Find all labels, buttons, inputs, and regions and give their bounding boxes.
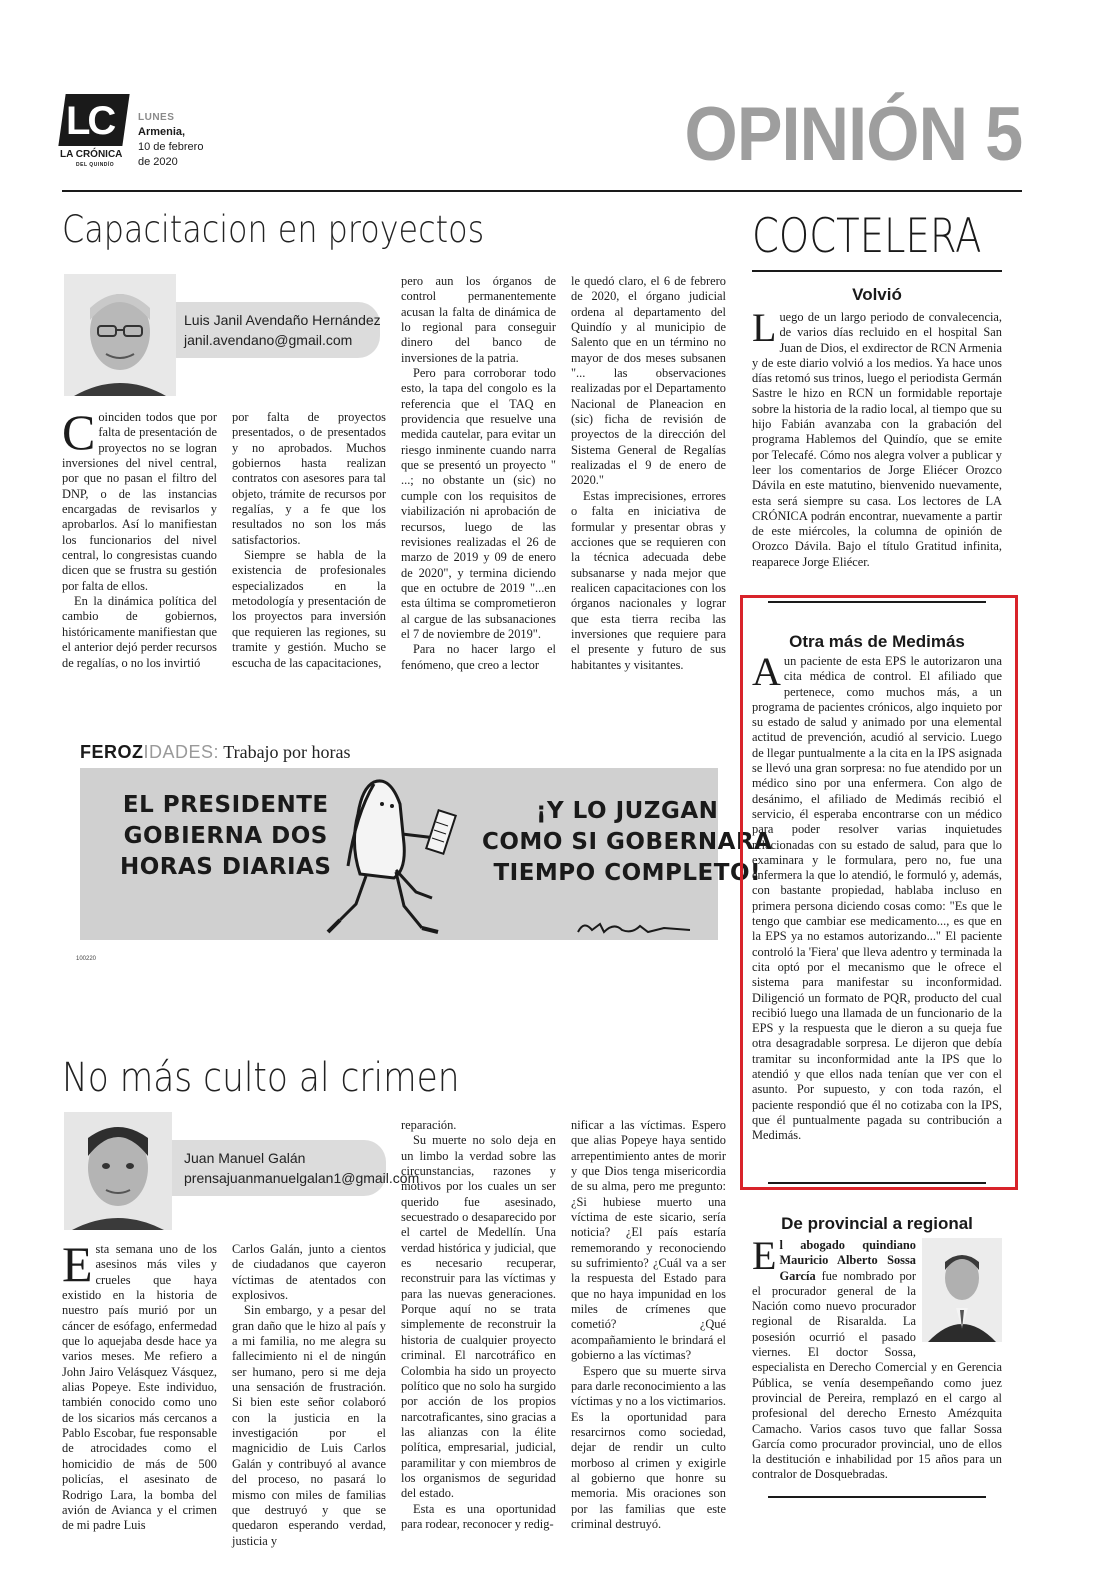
coctelera-rule [752,270,1002,272]
cartoon-left-line1: EL PRESIDENTE [122,792,329,818]
coctelera-item3-photo [922,1238,1002,1342]
edition-city: Armenia, [138,126,186,138]
article2-col4-p1: nificar a las víctimas. Espero que alias Popeye haya sentido arrepentimiento antes de morir y que Dios tenga misericordia de su alma, pero me pregunto: ¿Si hubiese muerto una víctima de este sicario, sería noticia? ¿El país estaría rememorando y reconociendo su sufrimiento? ¿Cuál va a ser la respuesta del Estado para que no haya impunidad en los miles de crímenes que cometió? ¿Qué acompañamiento le brindará el gobierno a las víctimas? [571,1118,726,1363]
article1-col1-p1: oinciden todos que por falta de presentación de proyectos no se logran inversiones del nivel central, por que no pasan el filtro del DNP, o de las instancias encargadas de revisarlos y aprobarlos. Así lo manifiestan los funcionarios del nivel central, lo congresistas cuando dicen que se frustra su gestión por falta de ellos. [62,410,217,593]
cartoon-right-caption [482,796,772,889]
coctelera-item3-dropcap: E [752,1233,777,1278]
article1-dropcap: C [62,404,96,460]
coctelera-item2-top-rule [768,601,986,603]
article2-author-box [140,1140,420,1196]
coctelera-item3-name: l abogado quindiano Mauricio Alberto Sossa García [779,1238,916,1283]
cartoon-title [80,742,351,763]
article1-col3-p2: Pero para corroborar todo esto, la tapa del congolo es la referencia que el TAQ en providencia que resuelve una medida cautelar, para evitar un riesgo inminente cuando narra que se presentó un proyecto " ...; no obstante un (sic) no cumple con los requisitos de viabilización ni aprobación de recursos, luego de las revisiones realizadas el 26 de marzo de 2019 y 09 de enero de 2020", y termina diciendo que en octubre de 2019 "...en esta última se comprometieron al cargue de las subsanaciones el 7 de noviembre de 2019". [401,366,556,641]
running-man-icon [320,774,490,940]
article2-dropcap: E [62,1236,93,1292]
article2-author-photo [64,1112,172,1230]
cartoon-right-line1: ¡Y LO JUZGAN [536,798,719,824]
article1-col2-p2: Siempre se habla de la existencia de profesionales especializados en la metodología y presentación de los proyectos para inversión que requieren las regiones, su tramite y gestión. Mucho se escucha de las capacitaciones, [232,548,386,670]
article2-column-3 [401,1118,556,1532]
cartoon-code: 100220 [76,956,97,962]
article1-author-email: janil.avendano@gmail.com [184,332,353,348]
coctelera-item2-bottom-rule [768,1182,986,1184]
article1-column-3 [401,274,556,673]
coctelera-item3-head: De provincial a regional [781,1214,973,1233]
cartoon-right-line2: COMO SI GOBERNARA [482,829,773,855]
article1-author-name: Luis Janil Avendaño Hernández [184,312,381,328]
masthead-rule [62,190,1022,192]
coctelera-item2-body [752,649,1002,1144]
article1-column-1 [62,404,217,671]
cartoon-theme: Trabajo por horas [223,742,351,762]
article2-col3-p2: Su muerte no solo deja en un limbo la verdad sobre las circunstancias, razones y motivos por los cuales un ser querido fue asesinado, secuestrado o desaparecido por el cartel de Medellín. Una verdad histórica y judicial, que es necesario recuperar, reconstruir para las víctimas y para las nuevas generaciones. Porque aquí no se trata simplemente de reconstruir la historia de cualquier proyecto criminal. El narcotráfico en Colombia ha sido un proyecto político que no solo ha surgido por acción de los propios narcotraficantes, sino gracias a las alianzas con la élite política, empresarial, judicial, paramilitar y con miembros de los organismos de seguridad del estado. [401,1133,556,1501]
cartoon-title-bold: FEROZ [80,742,144,762]
edition-day: LUNES [138,112,175,123]
article2-author-name: Juan Manuel Galán [184,1150,306,1166]
edition-date [138,110,203,170]
edition-date-line1: 10 de febrero [138,141,204,153]
coctelera-title: COCTELERA [752,209,982,264]
article1-headline: Capacitacion en proyectos [62,208,485,251]
article2-col2-p2: Sin embargo, y a pesar del gran daño que le hizo al país y a mi familia, no me alegra su fallecimiento ni el de ningún ser humano, pero si me deja una sensación de frustración. Si bien este señor colaboró con la justicia en la investigación por el magnicidio de Luis Carlos Galán y contribuyó al avance del proceso, no pasará lo mismo con miles de familias que destruyó y que se quedaron esperando verdad, justicia y [232,1303,386,1548]
coctelera-item3-bottom-rule [768,1496,986,1498]
masthead [62,90,1022,192]
article2-col2-p1: Carlos Galán, junto a cientos de ciudadanos que cayeron víctimas de atentados con explosivos. [232,1242,386,1303]
article2-col3-p3: Esta es una oportunidad para rodear, reconocer y redig- [401,1501,556,1531]
article1-author-box [140,302,380,358]
coctelera-item2-text: un paciente de esta EPS le autorizaron una cita médica de control. El afiliado que pertenece, como muchos más, a un programa de pacientes crónicos, algo inquieto por su estado de salud y animado por una elemental actitud de prevención, acudió al servicio. Luego de llegar puntualmente a la cita en la IPS asignada se llevó una gran sorpresa: no fue atendido por un médico sino por una enfermera. Con algo de desánimo, el afiliado de Medimás recibió el servicio, él esperaba encontrarse con un médico para poder resolver varias inquietudes relacionadas con su estado de salud, para que lo examinara y le formulara, pero no, fue una enfermera la que lo atendió, le formuló y, además, con bastante propiedad, hablaba incluso en primera persona diciendo cosas como: "Es que le tengo que cambiar ese medicamento..., es que en la EPS ya no estamos autorizando..." El paciente controló la 'Fiera' que lleva adentro y terminada la cita optó por el mecanismo que le ofrece el sistema para manifestar su inconformidad. Diligenció un formato de PQR, producto del cual recibió luego una llamada de un funcionario de la EPS y la respuesta que le dieron a su queja fue otra desagradable sorpresa. Le dijeron que debía tramitar su inconformidad ante la IPS que lo atendió y que ellos nada tenían que ver con el asunto. Por supuesto, y con toda razón, el paciente respondió que él no cotizaba con la IPS, que él puntualmente pagada su contribución a Medimás. [752,654,1002,1143]
cartoon-title-light: IDADES: [143,742,220,762]
article2-col3-p1: reparación. [401,1118,457,1132]
section-title: OPINIÓN 5 [684,92,1022,177]
article2-column-2 [232,1242,386,1549]
article1-col4-p2: Estas imprecisiones, errores o falta en iniciativa de formular y presentar obras y acciones que se requieren con la técnica adecuada debe subsanarse y nada mejor que realicen capacitaciones con los órganos nacionales y lograr que esta tierra reciba las inversiones que requiere para el presente y futuro de sus habitantes y visitantes. [571,488,726,672]
coctelera-item1-text: uego de un largo periodo de convalecencia, de varios días recluido en el hospital San Juan de Dios, el exdirector de RCN Armenia y de este diario volvió a los medios. Ya hace unos días retomó sus trinos, luego el periodista Germán Sastre le hizo en RCN un formidable reportaje sobre la historia de la radio local, al tiempo que su hijo Fabián avanzaba con la grabación del programa Hablemos del Quindío, que se emite por Telecafé. Cómo nos alegra volver a publicar y leer los comentarios de Jorge Eliécer Orozco Dávila en este matutino, bienvenido nuevamente, esta será siempre su casa. Los lectores de LA CRÓNICA podrán encontrar, nuevamente a partir de este miércoles, la columna de opinión de Orozco Dávila. Bajo el título Gratitud infinita, reaparece Jorge Eliécer. [752,310,1002,569]
cartoonist-signature-icon [574,918,694,938]
coctelera-item1-head: Volvió [852,285,902,304]
coctelera-item2-dropcap: A [752,649,781,694]
logo-name: LA CRÓNICA [60,149,123,160]
article1-col3-p1: pero aun los órganos de control permanentemente acusan la falta de dinámica de lo regional para conseguir dinero del banco de inversiones de la patria. [401,274,556,365]
article1-col2-p1: por falta de proyectos presentados, o de presentados y no aprobados. Muchos gobiernos hasta realizan contratos con asesores para tal objeto, trámite de recursos por regalías, y a fe que los resultados no son los más satisfactorios. [232,410,386,547]
cartoon-left-caption [120,790,331,883]
article2-author-email: prensajuanmanuelgalan1@gmail.com [184,1170,420,1186]
article1-author-photo [64,274,176,396]
logo-sub: DEL QUINDÍO [76,162,115,168]
article1-column-2 [232,410,386,671]
coctelera-item3-body [752,1233,1002,1483]
editorial-cartoon [80,768,773,940]
edition-date-line2: de 2020 [138,156,178,168]
article2-column-4 [571,1118,726,1532]
newspaper-logo [62,94,126,166]
article2-headline: No más culto al crimen [62,1055,460,1101]
article1-col3-p3: Para no hacer largo el fenómeno, que creo a lector [401,642,556,672]
article1-col4-p1: le quedó claro, el 6 de febrero de 2020, el órgano judicial ordena al departamento del Quindío y al municipio de Salento que en un término no mayor de dos meses subsanen "... las observaciones realizadas por el Departamento Nacional de Planeacion en (sic) ficha de revisión de proyectos de la dirección del Sistema General de Regalías realizadas el 9 de enero de 2020." [571,274,726,488]
coctelera-item3-text: fue nombrado por el procurador general de la Nación como nuevo procurador regional de Risaralda. La posesión ocurrió el pasado viernes. El doctor Sossa, especialista en Derecho Comercial y en Gerencia Pública, se venía desempeñando como juez provincial de Pereira, remplazó en el cargo al profesional del derecho Ernesto Amézquita Camacho. Varios casos tuvo que fallar Sossa García como procurador provincial, uno de ellos la destitución e inhabilidad por 15 años para un contralor de Dosquebradas. [752,1268,1002,1482]
article2-col4-p2: Espero que su muerte sirva para darle reconocimiento a las víctimas y no a los victimarios. Es la oportunidad para resarcirnos como sociedad, dejar de rendir un culto morboso al crimen y exigirle al gobierno que honre su memoria. Mis oraciones son por las familias que este criminal destruyó. [571,1363,726,1531]
author-portrait-icon [64,274,176,396]
cartoon-left-line2: GOBIERNA DOS [123,823,328,849]
person-portrait-icon [922,1238,1002,1342]
article2-col1-p1: sta semana uno de los asesinos más viles y crueles que haya existido en la historia de nuestro país murió por un cáncer de esófago, enfermedad que lo aquejaba desde hace ya varios meses. Me refiero a John Jairo Velásquez Vásquez, alias Popeye. Este individuo, también conocido como uno de los sicarios más cercanos a Pablo Escobar, fue responsable de atrocidades como el homicidio de más de 500 policías, el asesinato de Rodrigo Lara, la bomba del avión de Avianca y el crimen de mi padre Luis [62,1242,217,1533]
coctelera-item1-body [752,305,1002,570]
coctelera-item1-dropcap: L [752,305,777,350]
article2-column-1 [62,1236,217,1534]
cartoon-right-line3: TIEMPO COMPLETO! [493,860,761,886]
article1-col1-p2: En la dinámica política del cambio de gobiernos, históricamente manifiestan que el anterior dejó perder recursos de regalías, o no los invirtió [62,594,217,670]
coctelera-item2-head: Otra más de Medimás [789,632,965,651]
article1-column-4 [571,274,726,673]
logo-letters: LC [66,99,114,143]
cartoon-left-line3: HORAS DIARIAS [120,854,332,880]
author-portrait-icon [64,1112,172,1230]
